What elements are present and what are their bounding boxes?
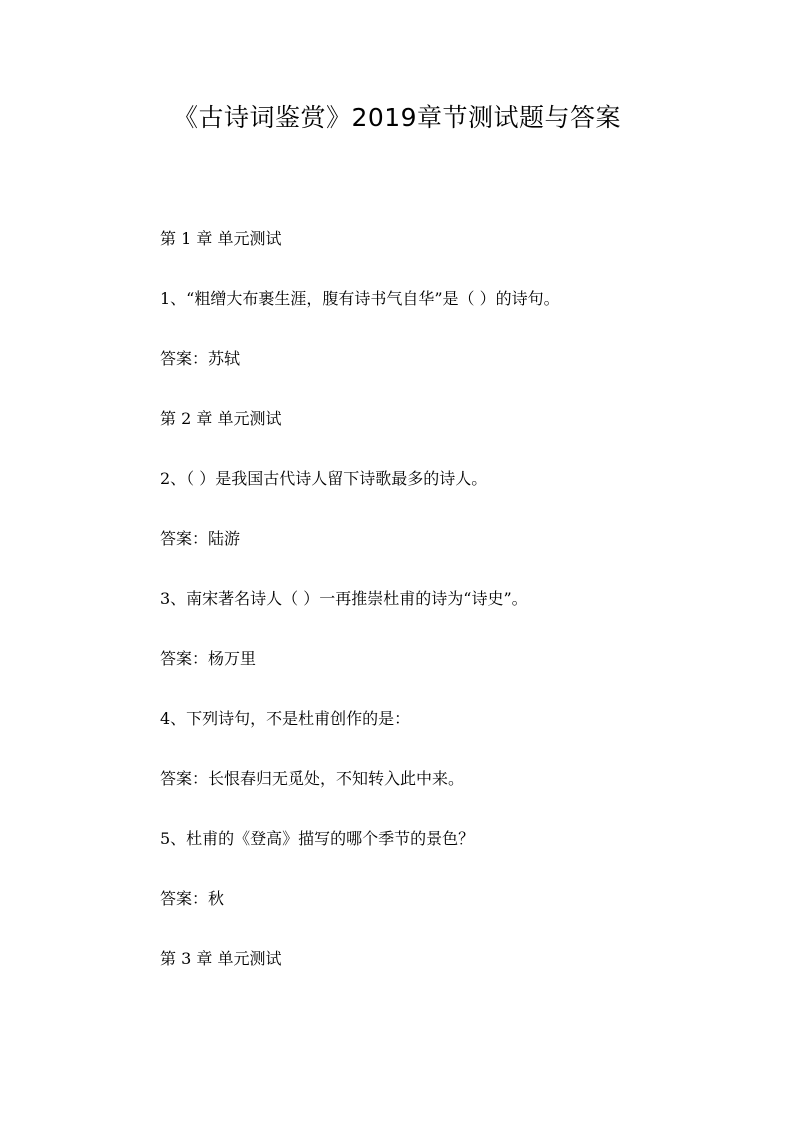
answer-text: 答案：长恨春归无觅处，不知转入此中来。: [160, 769, 465, 788]
answer-text: 答案：秋: [160, 889, 225, 908]
question-text: 5、杜甫的《登高》描写的哪个季节的景色？: [160, 829, 475, 848]
question-text: 2、（ ）是我国古代诗人留下诗歌最多的诗人。: [160, 469, 488, 488]
question-text: 4、下列诗句，不是杜甫创作的是：: [160, 709, 411, 728]
answer-text: 答案：陆游: [160, 529, 241, 548]
answer-text: 答案：苏轼: [160, 349, 241, 368]
chapter-heading: 第 1 章 单元测试: [160, 229, 282, 248]
question-text: 1、“粗缯大布裹生涯，腹有诗书气自华”是（ ）的诗句。: [160, 289, 560, 308]
chapter-heading: 第 2 章 单元测试: [160, 409, 282, 428]
question-text: 3、南宋著名诗人（ ）一再推崇杜甫的诗为“诗史”。: [160, 589, 528, 608]
answer-text: 答案：杨万里: [160, 649, 257, 668]
chapter-heading: 第 3 章 单元测试: [160, 949, 282, 968]
document-title: 《古诗词鉴赏》2019章节测试题与答案: [172, 103, 622, 132]
